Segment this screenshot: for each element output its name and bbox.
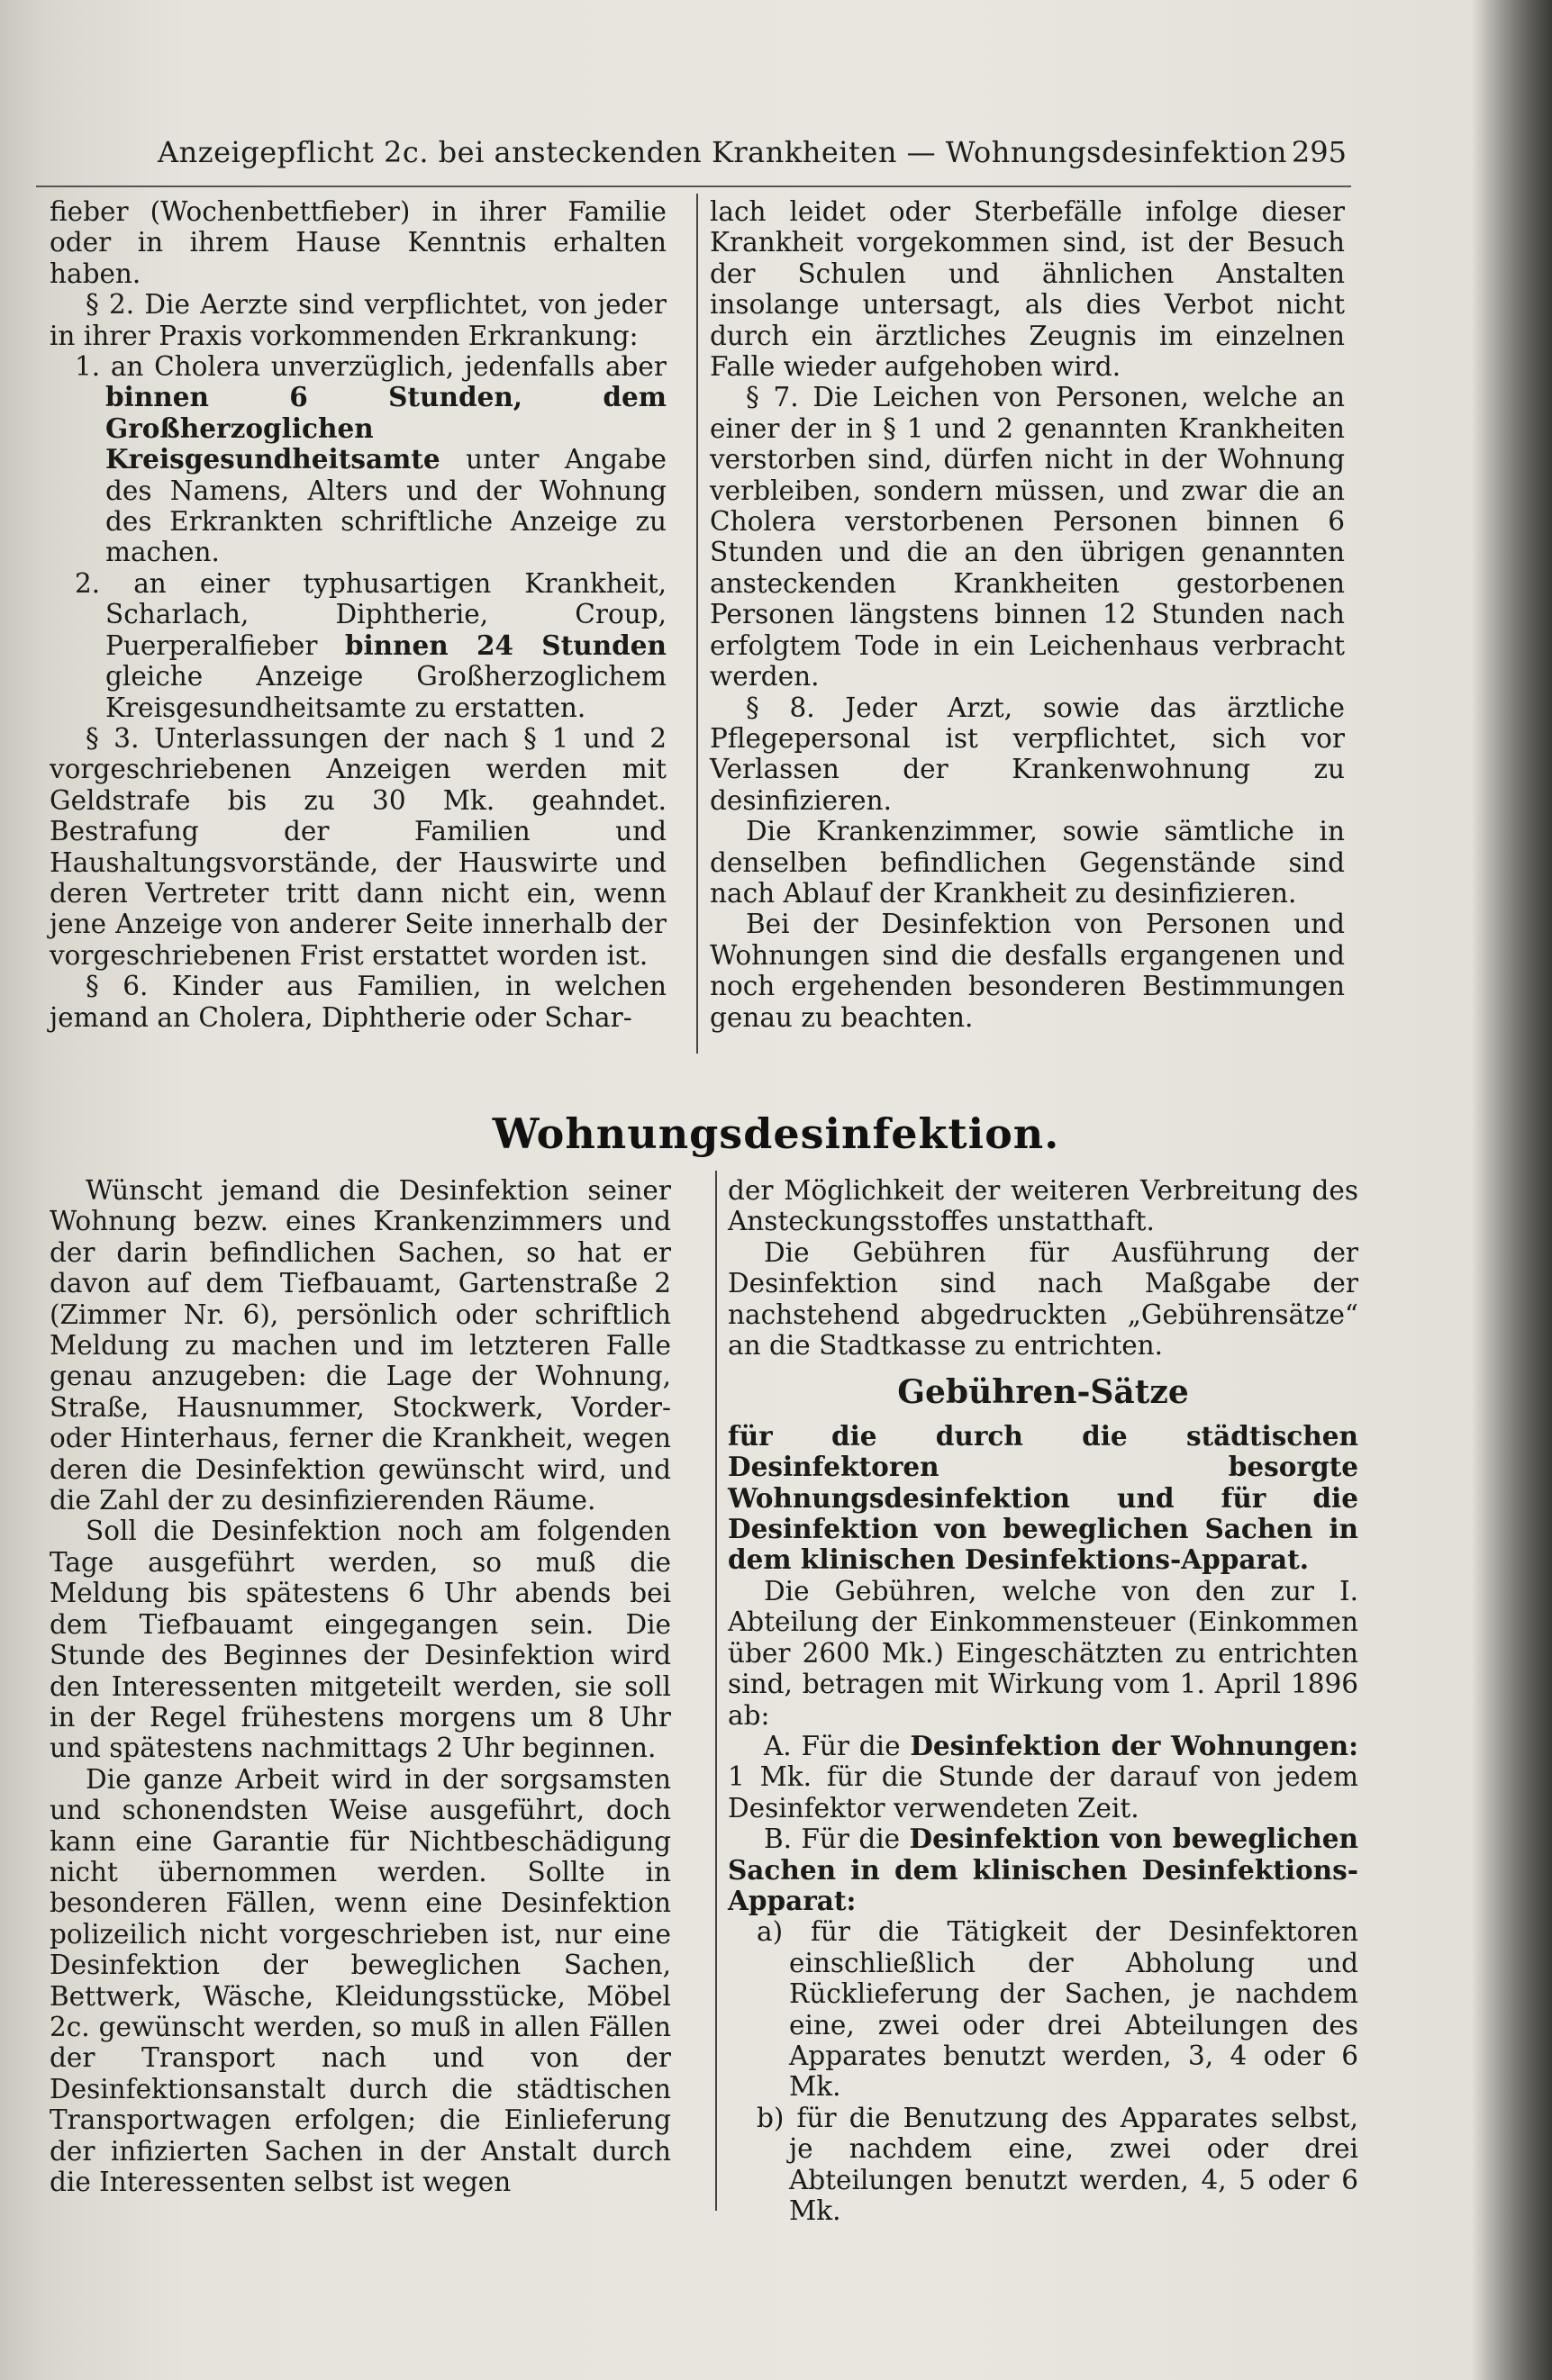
column-divider bbox=[696, 194, 698, 1054]
fee-subitem-a: a) für die Tätigkeit der Desinfektoren einschließlich der Abholung und Rücklieferung der Sachen, je nachdem eine, zwei oder drei Abteilungen des Apparates benutzt werden, 3, 4 oder 6 Mk. bbox=[757, 1916, 1358, 2103]
paragraph: der Möglichkeit der weiteren Verbreitung des Ansteckungsstoffes unstatthaft. bbox=[728, 1175, 1358, 1237]
book-page-edge bbox=[1471, 0, 1552, 2380]
fee-schedule-title: Gebühren-Sätze bbox=[897, 1373, 1189, 1412]
paragraph: fieber (Wochenbettfieber) in ihrer Familie oder in ihrem Hause Kenntnis erhalten haben. bbox=[50, 196, 667, 289]
paragraph-section-7: § 7. Die Leichen von Personen, welche an einer der in § 1 und 2 genannten Krankheiten verstorben sind, dürfen nicht in der Wohnung verbleiben, sondern müssen, und zwar die an Cholera verstorbenen Personen binnen 6 Stunden und die an den übrigen genannten ansteckenden Krankheiten gestorbenen Personen längstens binnen 12 Stunden nach erfolgtem Tode in ein Leichenhaus verbracht werden. bbox=[710, 382, 1345, 692]
running-title: Anzeigepflicht 2c. bei ansteckenden Krankheiten — Wohnungsdesinfektion bbox=[158, 135, 1287, 169]
top-right-column bbox=[710, 196, 1345, 1033]
bottom-left-column bbox=[50, 1175, 671, 2197]
page-header bbox=[158, 135, 1347, 180]
fee-subitem-b: b) für die Benutzung des Apparates selbst, je nachdem eine, zwei oder drei Abteilungen benutzt werden, 4, 5 oder 6 Mk. bbox=[757, 2102, 1358, 2226]
paragraph: Die ganze Arbeit wird in der sorgsamsten und schonendsten Weise ausgeführt, doch kann eine Garantie für Nichtbeschädigung nicht übernommen werden. Sollte in besonderen Fällen, wenn eine Desinfektion polizeilich nicht vorgeschrieben ist, nur eine Desinfektion der beweglichen Sachen, Bettwerk, Wäsche, Kleidungsstücke, Möbel 2c. gewünscht werden, so muß in allen Fällen der Transport nach und von der Desinfektionsanstalt durch die städtischen Transportwagen erfolgen; die Einlieferung der infizierten Sachen in der Anstalt durch die Interessenten selbst ist wegen bbox=[50, 1763, 671, 2197]
fee-item-b: B. Für die Desinfektion von beweglichen Sachen in dem klinischen Desinfektions-Apparat: bbox=[728, 1823, 1358, 1916]
paragraph: Die Gebühren für Ausführung der Desinfektion sind nach Maßgabe der nachstehend abgedruckten „Gebührensätze“ an die Stadtkasse zu entrichten. bbox=[728, 1236, 1358, 1362]
bold-deadline: binnen 24 Stunden bbox=[344, 629, 667, 661]
header-rule bbox=[36, 186, 1351, 187]
paragraph-section-8: § 8. Jeder Arzt, sowie das ärztliche Pflegepersonal ist verpflichtet, sich vor Verlassen der Krankenwohnung zu desinfizieren. bbox=[710, 692, 1345, 816]
page-number: 295 bbox=[1291, 135, 1347, 169]
paragraph-section-3: § 3. Unterlassungen der nach § 1 und 2 vorgeschriebenen Anzeigen werden mit Geldstrafe bis zu 30 Mk. geahndet. Bestrafung der Familien und Haushaltungsvorstände, der Hauswirte und deren Vertreter tritt dann nicht ein, wenn jene Anzeige von anderer Seite innerhalb der vorgeschriebenen Frist erstattet worden ist. bbox=[50, 722, 667, 971]
paragraph-section-6: § 6. Kinder aus Familien, in welchen jemand an Cholera, Diphtherie oder Schar- bbox=[50, 971, 667, 1033]
top-left-column bbox=[50, 196, 667, 1033]
paragraph: Soll die Desinfektion noch am folgenden Tage ausgeführt werden, so muß die Meldung bis spätestens 6 Uhr abends bei dem Tiefbauamt eingegangen sein. Die Stunde des Beginnes der Desinfektion wird den Interessenten mitgeteilt werden, sie soll in der Regel frühestens morgens um 8 Uhr und spätestens nachmittags 2 Uhr beginnen. bbox=[50, 1516, 671, 1764]
paragraph: Die Krankenzimmer, sowie sämtliche in denselben befindlichen Gegenstände sind nach Ablauf der Krankheit zu desinfizieren. bbox=[710, 816, 1345, 909]
list-item-2: 2. an einer typhusartigen Krankheit, Scharlach, Diphtherie, Croup, Puerperalfieber binnen 24 Stunden gleiche Anzeige Großherzoglichem Kreisgesundheitsamte zu erstatten. bbox=[75, 567, 667, 723]
paragraph: Wünscht jemand die Desinfektion seiner Wohnung bezw. eines Krankenzimmers und der darin befindlichen Sachen, so hat er davon auf dem Tiefbauamt, Gartenstraße 2 (Zimmer Nr. 6), persönlich oder schriftlich Meldung zu machen und im letzteren Falle genau anzugeben: die Lage der Wohnung, Straße, Hausnummer, Stockwerk, Vorder- oder Hinterhaus, ferner die Krankheit, wegen deren die Desinfektion gewünscht wird, und die Zahl der zu desinfizierenden Räume. bbox=[50, 1175, 671, 1516]
list-item-1: 1. an Cholera unverzüglich, jedenfalls aber binnen 6 Stunden, dem Großherzoglichen Kreisgesundheitsamte unter Angabe des Namens, Alters und der Wohnung des Erkrankten schriftliche Anzeige zu machen. bbox=[75, 351, 667, 568]
column-divider bbox=[715, 1171, 717, 2211]
paragraph: Die Gebühren, welche von den zur I. Abteilung der Einkommensteuer (Einkommen über 2600 Mk.) Eingeschätzten zu entrichten sind, betragen mit Wirkung vom 1. April 1896 ab: bbox=[728, 1575, 1358, 1731]
bold-deadline: binnen 6 Stunden, dem Großherzoglichen Kreisgesundheitsamte bbox=[105, 381, 667, 475]
section-title: Wohnungsdesinfektion. bbox=[492, 1109, 1060, 1158]
paragraph: lach leidet oder Sterbefälle infolge dieser Krankheit vorgekommen sind, ist der Besuch der Schulen und ähnlichen Anstalten insolange untersagt, als dies Verbot nicht durch ein ärztliches Zeugnis im einzelnen Falle wieder aufgehoben wird. bbox=[710, 196, 1345, 383]
fee-item-a: A. Für die Desinfektion der Wohnungen: 1 Mk. für die Stunde der darauf von jedem Desinfektor verwendeten Zeit. bbox=[728, 1729, 1358, 1823]
bottom-right-column bbox=[728, 1175, 1358, 2226]
fee-schedule-intro: für die durch die städtischen Desinfektoren besorgte Wohnungsdesinfektion und für die Desinfektion von beweglichen Sachen in dem klinischen Desinfektions-Apparat. bbox=[728, 1419, 1358, 1576]
paragraph: Bei der Desinfektion von Personen und Wohnungen sind die desfalls ergangenen und noch ergehenden besonderen Bestimmungen genau zu beachten. bbox=[710, 909, 1345, 1033]
paragraph-section-2: § 2. Die Aerzte sind verpflichtet, von jeder in ihrer Praxis vorkommenden Erkrankung: bbox=[50, 289, 667, 351]
